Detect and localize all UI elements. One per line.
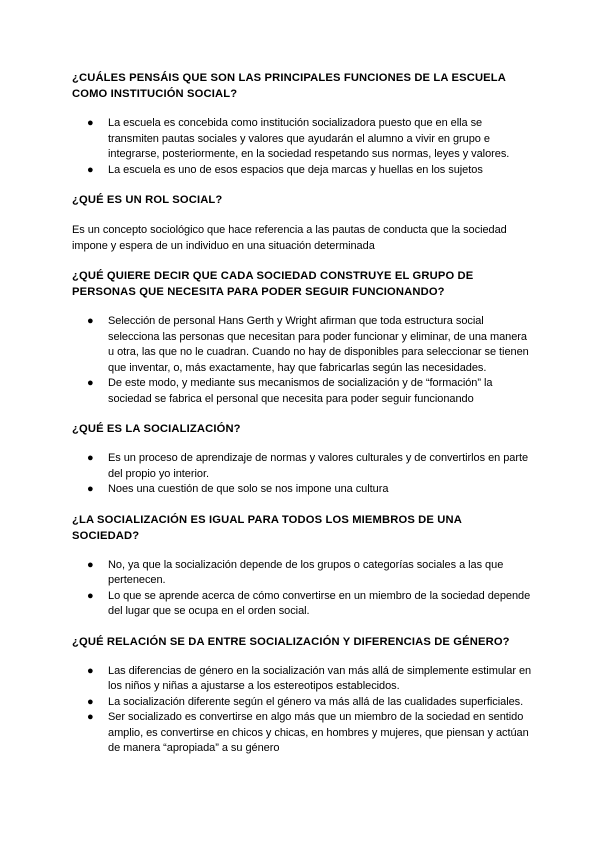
- bullet-icon: ●: [87, 315, 94, 327]
- list-item: ● Noes una cuestión de que solo se nos impone una cultura: [72, 482, 532, 498]
- list-item: ● Es un proceso de aprendizaje de normas y valores culturales y de convertirlos en parte del propio yo interior.: [87, 452, 529, 480]
- list-item: ● La escuela es concebida como institución socializadora puesto que en ella se transmiten pautas sociales y valores que ayudarán el alumno a vivir en grupo e integrarse, posteriormente, en la sociedad respetando sus normas, leyes y valores.: [87, 117, 510, 160]
- section-heading: ¿QUÉ QUIERE DECIR QUE CADA SOCIEDAD CONSTRUYE EL GRUPO DE PERSONAS QUE NECESITA PARA PODER SEGUIR FUNCIONANDO?: [72, 270, 474, 298]
- bullet-icon: ●: [87, 711, 94, 723]
- list-item: ● Lo que se aprende acerca de cómo convertirse en un miembro de la sociedad depende del lugar que se ocupa en el orden social.: [87, 589, 531, 617]
- list-item: ● Las diferencias de género en la socialización van más allá de simplemente estimular en los niños y niñas a ajustarse a los estereotipos establecidos.: [87, 664, 532, 692]
- bullet-list: [72, 116, 532, 178]
- section-heading: ¿QUÉ RELACIÓN SE DA ENTRE SOCIALIZACIÓN Y DIFERENCIAS DE GÉNERO?: [72, 635, 510, 648]
- section-heading: ¿CUÁLES PENSÁIS QUE SON LAS PRINCIPALES FUNCIONES DE LA ESCUELA COMO INSTITUCIÓN SOCIAL?: [72, 72, 506, 100]
- bullet-icon: ●: [87, 664, 94, 677]
- bullet-icon: ●: [87, 163, 94, 176]
- bullet-icon: ●: [87, 117, 94, 129]
- list-item: ● Selección de personal Hans Gerth y Wright afirman que toda estructura social selecciona las personas que necesitan para poder funcionar y eliminar, de una manera u otra, las que no le cuadran. Cuando no hay de disponibles para seleccionar se tienen que inventar, o, más exactamente, hay que fabricarlas según las necesidades.: [87, 315, 529, 374]
- bullet-icon: ●: [87, 589, 94, 602]
- section-society-builds-group: [72, 268, 532, 407]
- bullet-icon: ●: [87, 452, 94, 464]
- list-item: ● La escuela es uno de esos espacios que deja marcas y huellas en los sujetos: [72, 163, 532, 179]
- bullet-list: [72, 664, 532, 757]
- bullet-icon: ●: [87, 695, 94, 708]
- bullet-icon: ●: [87, 377, 94, 389]
- section-social-role: [72, 192, 532, 254]
- bullet-list: [72, 451, 532, 498]
- list-item: ● La socialización diferente según el género va más allá de las cualidades superficiales.: [72, 695, 532, 711]
- bullet-list: [72, 314, 532, 407]
- section-socialization-equal: [72, 512, 532, 620]
- section-paragraph: Es un concepto sociológico que hace referencia a las pautas de conducta que la sociedad impone y espera de un individuo en una situación determinada: [72, 224, 507, 252]
- document-page: [72, 70, 532, 757]
- bullet-icon: ●: [87, 483, 94, 495]
- list-item: ● De este modo, y mediante sus mecanismos de socialización y de “formación” la sociedad se fabrica el personal que necesita para poder seguir funcionando: [87, 377, 493, 405]
- list-item: ● No, ya que la socialización depende de los grupos o categorías sociales a las que pertenecen.: [87, 558, 504, 586]
- list-item: ● Ser socializado es convertirse en algo más que un miembro de la sociedad en sentido amplio, es convertirse en chicos y chicas, en hombres y mujeres, que piensan y actúan de manera “apropiada” a su género: [87, 711, 529, 754]
- bullet-list: [72, 558, 532, 620]
- section-school-functions: [72, 70, 532, 178]
- section-heading: ¿LA SOCIALIZACIÓN ES IGUAL PARA TODOS LOS MIEMBROS DE UNA SOCIEDAD?: [72, 513, 462, 542]
- bullet-icon: ●: [87, 558, 94, 571]
- section-gender-differences: [72, 634, 532, 757]
- section-heading: ¿QUÉ ES LA SOCIALIZACIÓN?: [72, 423, 241, 435]
- section-heading: ¿QUÉ ES UN ROL SOCIAL?: [72, 194, 223, 206]
- section-socialization: [72, 421, 532, 498]
